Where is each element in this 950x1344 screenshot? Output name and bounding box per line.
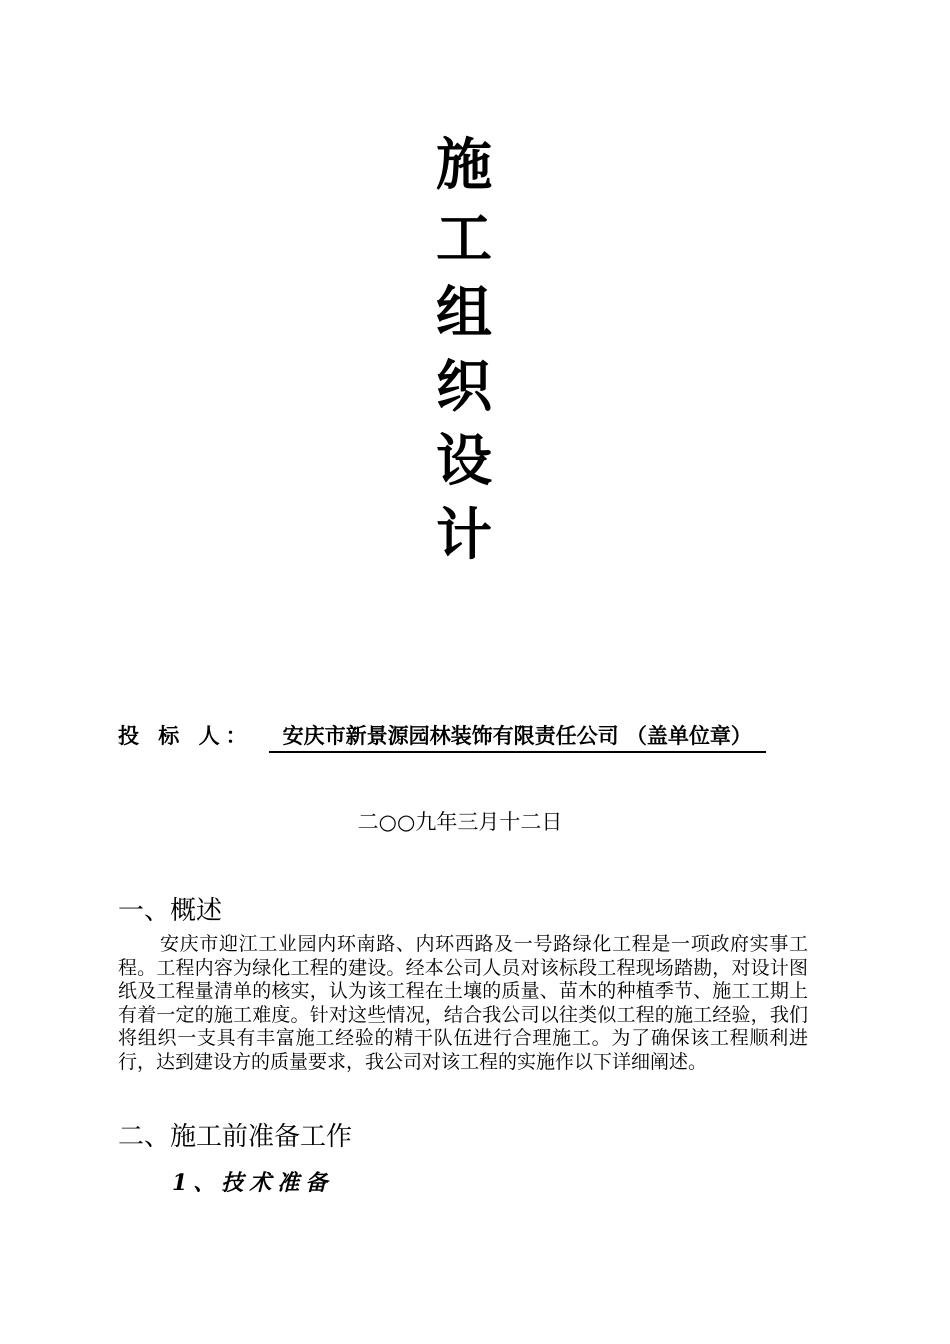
title-char: 设: [436, 428, 492, 494]
title-char: 计: [436, 502, 492, 568]
overview-paragraph: 安庆市迎江工业园内环南路、内环西路及一号路绿化工程是一项政府实事工程。工程内容为绿化工程的建设。经本公司人员对该标段工程现场踏勘，对设计图纸及工程量清单的核实，认为该工程在土壤的质量、苗木的种植季节、施工工期上有着一定的施工难度。针对这些情况，结合我公司以往类似工程的施工经验，我们将组织一支具有丰富施工经验的精干队伍进行合理施工。为了确保该工程顺利进行，达到建设方的质量要求，我公司对该工程的实施作以下详细阐述。: [118, 933, 808, 1073]
title-char: 施: [436, 132, 492, 198]
bidder-label: 投 标 人：: [118, 724, 253, 748]
bidder-line: [118, 720, 766, 753]
title-char: 工: [436, 206, 492, 272]
title-char: 组: [436, 280, 492, 346]
document-date: 二○○九年三月十二日: [357, 810, 563, 834]
section-heading-overview: 一、概述: [118, 896, 223, 926]
title-char: 织: [436, 354, 492, 420]
section-heading-preparation: 二、施工前准备工作: [118, 1122, 353, 1152]
document-title: [432, 128, 496, 572]
bidder-value: 安庆市新景源园林装饰有限责任公司 （盖单位章）: [269, 721, 766, 753]
subheading-technical-preparation: 1、技术准备: [172, 1170, 334, 1196]
